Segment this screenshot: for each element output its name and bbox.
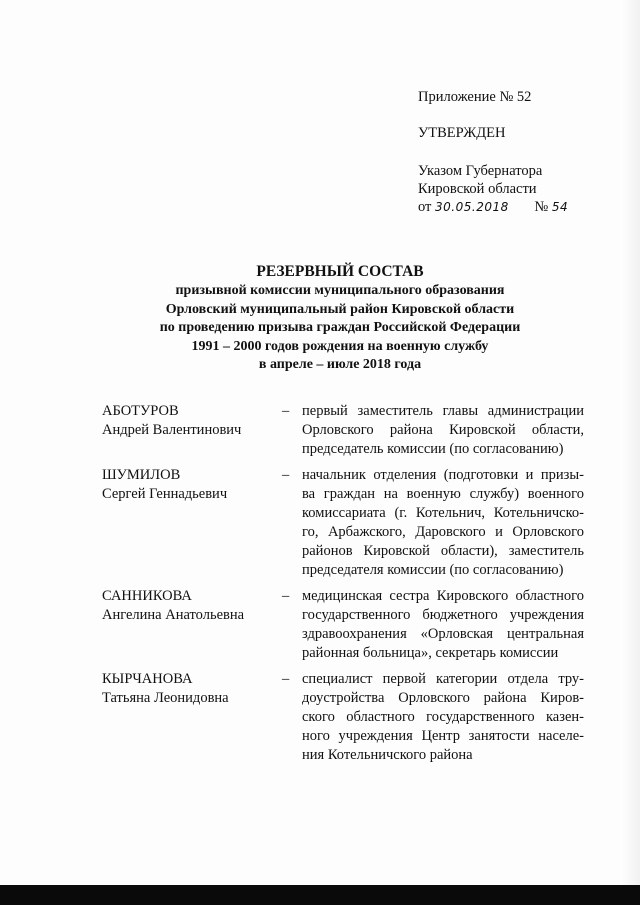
member-surname: САННИКОВА xyxy=(102,588,192,604)
member-given-names: Ангелина Анатольевна xyxy=(102,607,245,623)
role-line: доустройства Орловского района Киров- xyxy=(302,690,584,706)
member-name xyxy=(102,670,277,708)
role-line: начальник отделения (подготовки и призы- xyxy=(302,467,584,483)
member-name xyxy=(102,587,277,625)
scan-bottom-border xyxy=(0,885,640,905)
handwritten-date: 30.05.2018 xyxy=(435,200,509,214)
role-line: здравоохранения «Орловская центральная xyxy=(302,626,584,642)
title-line: призывной комиссии муниципального образования xyxy=(175,283,505,298)
title-line: в апреле – июле 2018 года xyxy=(258,357,422,372)
member-given-names: Сергей Геннадьевич xyxy=(102,486,228,502)
member-role xyxy=(302,402,584,459)
approved-label: УТВЕРЖДЕН xyxy=(418,125,506,141)
role-line: ва граждан на военную службу) военного xyxy=(302,486,584,502)
member-role xyxy=(302,670,584,765)
date-prefix: от xyxy=(418,199,432,215)
dash: – xyxy=(282,671,290,687)
role-line: ского областного государственного казен- xyxy=(302,709,584,725)
role-line: го, Арбажского, Даровского и Орловского xyxy=(302,524,584,540)
role-line: районная больница», секретарь комиссии xyxy=(302,645,559,661)
member-name xyxy=(102,466,277,504)
role-line: районов Кировской области), заместитель xyxy=(302,543,584,559)
role-line: председателя комиссии (по согласованию) xyxy=(302,562,564,578)
member-name xyxy=(102,402,277,440)
dash: – xyxy=(282,403,290,419)
number-prefix: № xyxy=(534,199,549,215)
handwritten-number: 54 xyxy=(551,200,569,214)
member-role xyxy=(302,587,584,663)
role-line: Орловского района Кировской области, xyxy=(302,422,584,438)
title-line: по проведению призыва граждан Российской Федерации xyxy=(159,320,521,335)
dash: – xyxy=(282,588,290,604)
member-surname: ШУМИЛОВ xyxy=(102,467,181,483)
role-line: комиссариата (г. Котельнич, Котельничско- xyxy=(302,505,584,521)
title-line: Орловский муниципальный район Кировской области xyxy=(165,301,515,317)
member-role xyxy=(302,466,584,580)
role-line: ния Котельничского района xyxy=(302,747,473,763)
role-line: медицинская сестра Кировского областного xyxy=(302,588,584,604)
dash: – xyxy=(282,467,290,483)
role-line: государственного бюджетного учреждения xyxy=(302,607,584,623)
approval-stamp-block xyxy=(418,88,618,216)
scan-shadow-edge xyxy=(620,0,640,885)
document-title xyxy=(60,262,620,375)
member-surname: КЫРЧАНОВА xyxy=(102,671,193,687)
decree-line-2: Кировской области xyxy=(418,181,537,197)
title-main: РЕЗЕРВНЫЙ СОСТАВ xyxy=(256,263,424,280)
role-line: председатель комиссии (по согласованию) xyxy=(302,441,564,457)
title-line: 1991 – 2000 годов рождения на военную службу xyxy=(191,338,489,354)
member-surname: АБОТУРОВ xyxy=(102,403,179,419)
member-given-names: Татьяна Леонидовна xyxy=(102,690,229,706)
decree-date-line xyxy=(418,198,618,216)
member-given-names: Андрей Валентинович xyxy=(102,422,242,438)
appendix-number: Приложение № 52 xyxy=(418,89,532,105)
role-line: ного учреждения Центр занятости населе- xyxy=(302,728,584,744)
role-line: специалист первой категории отдела тру- xyxy=(302,671,584,687)
role-line: первый заместитель главы администрации xyxy=(302,403,584,419)
decree-line-1: Указом Губернатора xyxy=(418,163,543,179)
